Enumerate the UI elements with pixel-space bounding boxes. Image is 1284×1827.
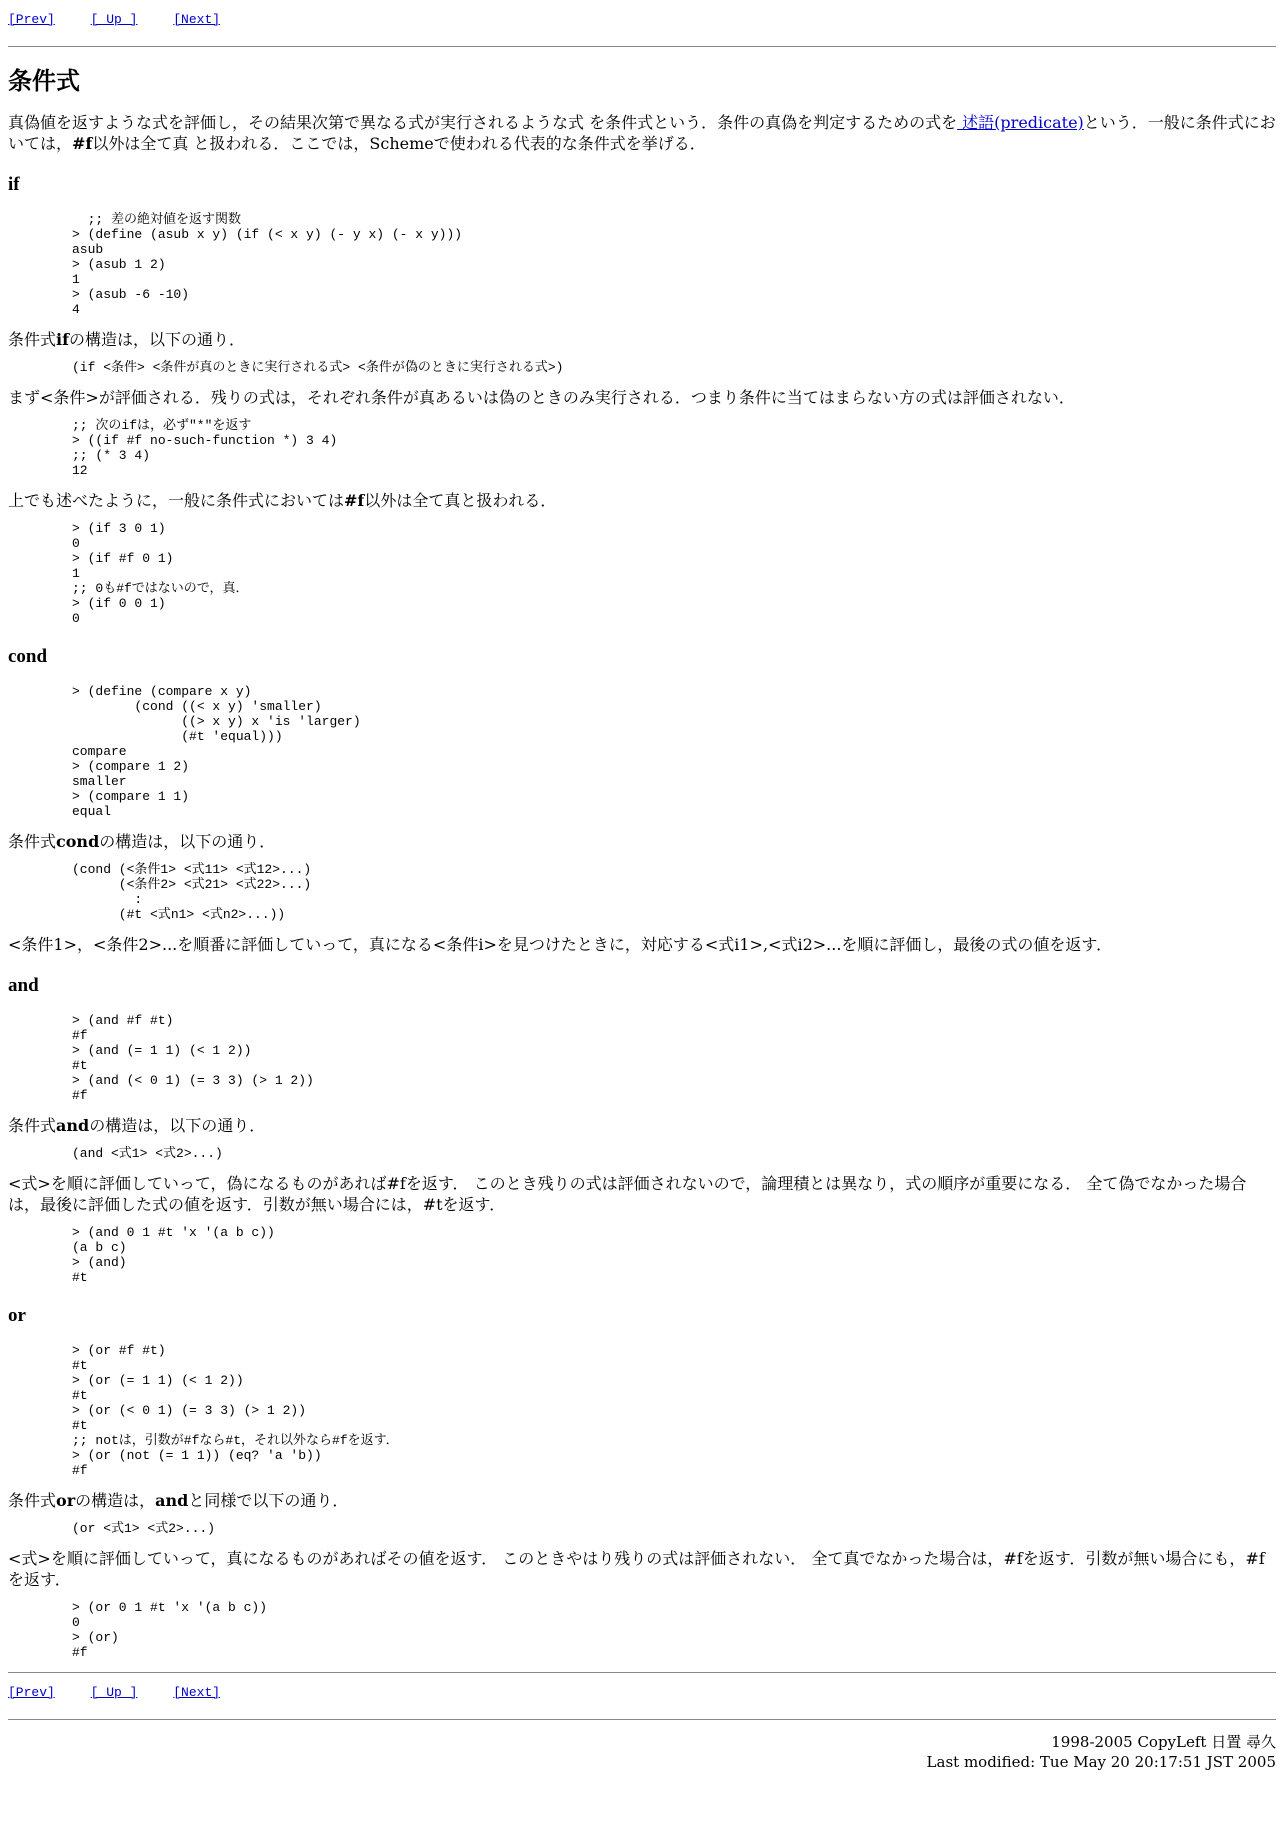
description: <式>を順に評価していって，真になるものがあればその値を返す． このときやはり残りの式は評価されない． 全て真でなかった場合は，#fを返す．引数が無い場合にも，#fを返す． xyxy=(8,1549,1265,1589)
structure-text: 条件式ifの構造は，以下の通り． xyxy=(8,330,245,349)
code-block: ;; 次のifは，必ず"*"を返す > ((if #f no-such-function *) 3 4) ;; (* 3 4) 12 xyxy=(72,418,338,478)
description: まず<条件>が評価される．残りの式は，それぞれ条件が真あるいは偽のときのみ実行される．つまり条件に当てはまらない方の式は評価されない． xyxy=(8,388,1075,407)
intro-paragraph: 真偽値を返すような式を評価し，その結果次第で異なる式が実行されるような式 を条件式という．条件の真偽を判定するための式を 述語(predicate)という．一般に条件式においては，#f以外は全て真 と扱われる．ここでは，Schemeで使われる代表的な条件式を挙げる． xyxy=(8,113,1276,153)
prev-link[interactable]: [Prev] xyxy=(8,1685,55,1700)
code-block: > (and #f #t) #f > (and (= 1 1) (< 1 2)) #t > (and (< 0 1) (= 3 3) (> 1 2)) #f xyxy=(72,1013,314,1103)
syntax-block: (or <式1> <式2>...) xyxy=(72,1521,216,1536)
syntax-block: (and <式1> <式2>...) xyxy=(72,1146,223,1161)
divider xyxy=(8,1719,1276,1720)
divider xyxy=(8,46,1276,47)
section-heading-or: or xyxy=(8,1305,26,1326)
description: 上でも述べたように，一般に条件式においては#f以外は全て真と扱われる． xyxy=(8,491,557,510)
bottom-nav xyxy=(8,1685,1276,1709)
section-heading-and: and xyxy=(8,975,39,996)
code-block: > (or #f #t) #t > (or (= 1 1) (< 1 2)) #t > (or (< 0 1) (= 3 3) (> 1 2)) #t ;; notは，引数が#fなら#t，それ以外なら#fを返す． > (or (not (= 1 1)) (eq? 'a 'b)) #f xyxy=(72,1343,399,1478)
next-link[interactable]: [Next] xyxy=(173,1685,221,1700)
code-block: > (if 3 0 1) 0 > (if #f 0 1) 1 ;; 0も#fではないので，真． > (if 0 0 1) 0 xyxy=(72,521,249,626)
prev-link[interactable]: [Prev] xyxy=(8,12,55,27)
structure-text: 条件式condの構造は，以下の通り． xyxy=(8,832,276,851)
code-block: > (or 0 1 #t 'x '(a b c)) 0 > (or) #f xyxy=(72,1600,268,1660)
code-block: > (define (compare x y) (cond ((< x y) 'smaller) ((> x y) x 'is 'larger) (#t 'equal))) compare > (compare 1 2) smaller > (compare 1 1) equal xyxy=(72,684,361,819)
divider xyxy=(8,1672,1276,1673)
section-heading-cond: cond xyxy=(8,646,48,667)
predicate-link[interactable]: 述語(predicate) xyxy=(957,113,1084,132)
last-modified-text: Last modified: Tue May 20 20:17:51 JST 2005 xyxy=(926,1753,1276,1771)
up-link[interactable]: [ Up ] xyxy=(90,12,138,27)
code-block: ;; 差の絶対値を返す関数 > (define (asub x y) (if (< x y) (- y x) (- x y))) asub > (asub 1 2) 1 > (asub -6 -10) 4 xyxy=(72,212,463,317)
section-heading-if: if xyxy=(8,174,20,195)
syntax-block: (cond (<条件1> <式11> <式12>...) (<条件2> <式21> <式22>...) : (#t <式n1> <式n2>...)) xyxy=(72,862,312,922)
description: <条件1>，<条件2>...を順番に評価していって，真になる<条件i>を見つけたときに，対応する<式i1>,<式i2>...を順に評価し，最後の式の値を返す． xyxy=(8,935,1113,954)
description: <式>を順に評価していって，偽になるものがあれば#fを返す． このとき残りの式は評価されないので，論理積とは異なり，式の順序が重要になる． 全て偽でなかった場合は，最後に評価した式の値を返す．引数が無い場合には，#tを返す． xyxy=(8,1174,1247,1214)
footer xyxy=(8,1732,1276,1772)
next-link[interactable]: [Next] xyxy=(173,12,221,27)
syntax-block: (if <条件> <条件が真のときに実行される式> <条件が偽のときに実行される式>) xyxy=(72,360,564,375)
up-link[interactable]: [ Up ] xyxy=(90,1685,138,1700)
page-title: 条件式 xyxy=(8,67,80,95)
copyright-text: 1998-2005 CopyLeft 日置 尋久 xyxy=(1051,1733,1276,1751)
top-nav xyxy=(8,12,1276,36)
structure-text: 条件式andの構造は，以下の通り． xyxy=(8,1116,266,1135)
code-block: > (and 0 1 #t 'x '(a b c)) (a b c) > (and) #t xyxy=(72,1225,275,1285)
structure-text: 条件式orの構造は，andと同様で以下の通り． xyxy=(8,1491,349,1510)
